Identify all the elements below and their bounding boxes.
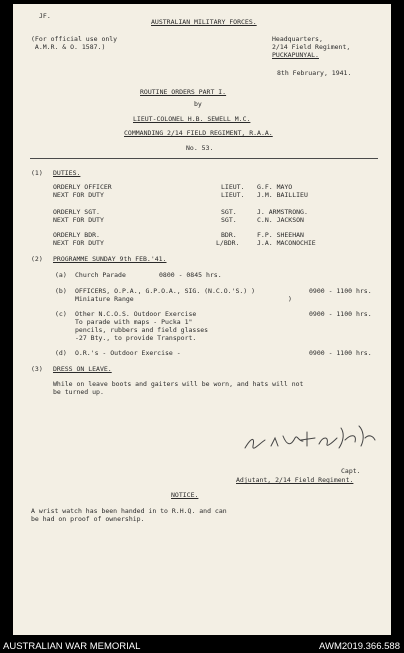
prog-d-text: O.R.'s - Outdoor Exercise - (75, 349, 181, 357)
prog-d-label: (d) (55, 349, 67, 357)
prog-a-text: Church Parade (75, 271, 126, 279)
notice-line2: be had on proof of ownership. (31, 515, 145, 523)
duty-rank: BDR. (221, 231, 237, 239)
official-use-line1: (For official use only (31, 35, 118, 43)
prog-a-label: (a) (55, 271, 67, 279)
commanding-line: COMMANDING 2/14 FIELD REGIMENT, R.A.A. (124, 129, 273, 137)
footer-accession-number: AWM2019.366.588 (319, 641, 400, 652)
prog-c-label: (c) (55, 310, 67, 318)
hq-line3: PUCKAPUNYAL. (272, 51, 319, 59)
prog-b-time: 0900 - 1100 hrs. (309, 287, 372, 295)
order-number: No. 53. (186, 144, 214, 152)
duty-name: J. ARMSTRONG. (257, 208, 308, 216)
duty-role: NEXT FOR DUTY (53, 239, 104, 247)
prog-b-bracket: ) (288, 295, 292, 303)
signatory-title: Adjutant, 2/14 Field Regiment. (236, 476, 354, 484)
section-2-number: (2) (31, 255, 43, 263)
hq-line2: 2/14 Field Regiment, (272, 43, 351, 51)
duty-rank: LIEUT. (221, 191, 245, 199)
duty-role: ORDERLY SGT. (53, 208, 100, 216)
duty-name: C.N. JACKSON (257, 216, 304, 224)
hq-line1: Headquarters, (272, 35, 323, 43)
doc-by: by (194, 100, 202, 108)
duty-rank: SGT. (221, 208, 237, 216)
dress-text-line2: be turned up. (53, 388, 104, 396)
prog-b-line2: Miniature Range (75, 295, 134, 303)
doc-title: ROUTINE ORDERS PART I. (140, 88, 227, 96)
prog-c-line1: Other N.C.O.S. Outdoor Exercise (75, 310, 197, 318)
signature-image (241, 408, 381, 458)
section-3-number: (3) (31, 365, 43, 373)
section-1-title: DUTIES. (53, 169, 81, 177)
prog-c-line3: pencils, rubbers and field glasses (75, 326, 209, 334)
duty-rank: SGT. (221, 216, 237, 224)
prog-b-label: (b) (55, 287, 67, 295)
prog-a-time: 0800 - 0845 hrs. (159, 271, 222, 279)
duty-role: ORDERLY OFFICER (53, 183, 112, 191)
initials: JF. (39, 12, 51, 20)
duty-name: J.M. BAILLIEU (257, 191, 308, 199)
duty-role: NEXT FOR DUTY (53, 191, 104, 199)
prog-b-line1: OFFICERS, O.P.A., G.P.O.A., SIG. (N.C.O.'S.) ) (75, 287, 256, 295)
prog-c-line2: To parade with maps - Pucka 1" (75, 318, 193, 326)
footer-credit: AUSTRALIAN WAR MEMORIAL (3, 641, 141, 652)
section-1-number: (1) (31, 169, 43, 177)
duty-role: NEXT FOR DUTY (53, 216, 104, 224)
duty-role: ORDERLY BDR. (53, 231, 100, 239)
section-2-title: PROGRAMME SUNDAY 9th FEB.'41. (53, 255, 167, 263)
dress-text-line1: While on leave boots and gaiters will be worn, and hats will not (53, 380, 304, 388)
notice-title: NOTICE. (171, 491, 199, 499)
document-page (13, 4, 391, 635)
prog-d-time: 0900 - 1100 hrs. (309, 349, 372, 357)
header-title: AUSTRALIAN MILITARY FORCES. (151, 18, 257, 26)
prog-c-time: 0900 - 1100 hrs. (309, 310, 372, 318)
duty-name: F.P. SHEEHAN (257, 231, 304, 239)
doc-date: 8th February, 1941. (277, 69, 352, 77)
section-3-title: DRESS ON LEAVE. (53, 365, 112, 373)
colonel-name: LIEUT-COLONEL H.B. SEWELL M.C. (133, 115, 251, 123)
signatory-rank: Capt. (341, 467, 361, 475)
footer-bar (0, 638, 404, 653)
prog-c-line4: -27 Bty., to provide Transport. (75, 334, 197, 342)
duty-name: J.A. MACONOCHIE (257, 239, 316, 247)
duty-rank: L/BDR. (216, 239, 240, 247)
divider (30, 158, 378, 159)
notice-line1: A wrist watch has been handed in to R.H.Q. and can (31, 507, 227, 515)
duty-name: G.F. MAYO (257, 183, 293, 191)
official-use-line2: A.M.R. & O. 1587.) (31, 43, 106, 51)
duty-rank: LIEUT. (221, 183, 245, 191)
